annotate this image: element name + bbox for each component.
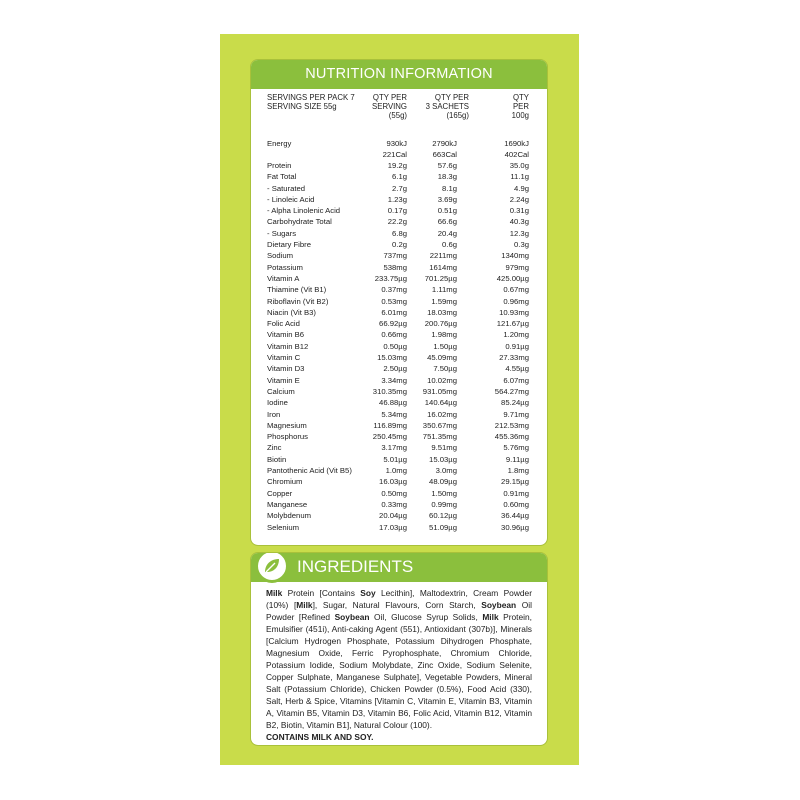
- value-per-100g: 1.20mg: [503, 330, 529, 340]
- nutrient-row: [267, 329, 529, 340]
- value-per-100g: 979mg: [505, 262, 529, 272]
- allergen-word: Milk: [482, 612, 499, 622]
- nutrient-row: [267, 454, 529, 465]
- nutrient-row: [267, 183, 529, 194]
- ingredients-panel: [250, 552, 548, 746]
- nutrient-row-energy: [267, 138, 529, 160]
- nutrient-label: Folic Acid: [267, 319, 300, 329]
- nutrient-row: [267, 341, 529, 352]
- nutrient-table: [267, 138, 529, 533]
- allergen-word: Milk: [296, 600, 313, 610]
- ingredients-list: [266, 588, 532, 730]
- nutrient-row: [267, 476, 529, 487]
- nutrient-row: [267, 499, 529, 510]
- nutrient-row: [267, 375, 529, 386]
- value-per-serving: 538mg: [383, 262, 407, 272]
- energy-kj-serving: 930kJ: [386, 139, 407, 148]
- value-per-serving: 310.35mg: [372, 386, 407, 396]
- nutrient-label: Biotin: [267, 454, 287, 464]
- nutrient-label: Pantothenic Acid (Vit B5): [267, 466, 352, 476]
- ingredient-text: Oil Powder [Refined: [266, 600, 533, 622]
- value-per-3-sachets: 9.51mg: [431, 443, 457, 453]
- value-per-100g: 425.00µg: [496, 273, 529, 283]
- value-per-3-sachets: 48.09µg: [429, 477, 457, 487]
- value-per-3-sachets: 701.25µg: [424, 273, 457, 283]
- package-panel: [220, 34, 579, 765]
- col3-line2: PER: [512, 102, 529, 112]
- nutrient-row: [267, 284, 529, 295]
- value-per-serving: 20.04µg: [379, 511, 407, 521]
- allergen-word: Soybean: [334, 612, 370, 622]
- nutrient-row: [267, 262, 529, 273]
- value-per-serving: 0.2g: [392, 240, 407, 250]
- nutrition-title: NUTRITION INFORMATION: [305, 66, 493, 82]
- value-per-serving: 17.03µg: [379, 522, 407, 532]
- nutrient-row: [267, 465, 529, 476]
- value-per-3-sachets: 8.1g: [442, 183, 457, 193]
- value-per-100g: 4.9g: [514, 183, 529, 193]
- value-per-serving: 22.2g: [387, 217, 407, 227]
- ingredient-text: Lecithin], Maltodextrin, Cream Powder (10%) [: [266, 588, 532, 610]
- value-per-100g: 0.91µg: [505, 341, 529, 351]
- value-per-3-sachets: 10.02mg: [427, 375, 457, 385]
- value-per-3-sachets: 140.64µg: [424, 398, 457, 408]
- ingredient-text: Protein, Emulsifier (451i), Anti-caking Agent (551), Antioxidant (307b)], Minerals [Calcium Hydrogen Phosphate, Potassium Dihydrogen Phosphate, Magnesium Oxide, Ferric Pyrophosphate, Chromium Chloride, Potassium Iodide, Sodium Molybdate, Zinc Oxide, Sodium Selenite, Copper Sulphate, Manganese Sulphate], Vegetable Powders, Mineral Salt (Potassium Chloride), Chicken Powder (0.5%), Food Acid (330), Salt, Herb & Spice, Vitamins [Vitamin C, Vitamin E, Vitamin B3, Vitamin A, Vitamin B5, Vitamin D3, Vitamin B6, Folic Acid, Vitamin B12, Vitamin B2, Biotin, Vitamin B1], Natural Colour (100).: [266, 612, 532, 730]
- value-per-100g: 11.1g: [510, 172, 529, 182]
- value-per-100g: 85.24µg: [501, 398, 529, 408]
- nutrient-label: Selenium: [267, 522, 300, 532]
- allergen-word: Soybean: [481, 600, 517, 610]
- ingredients-header: [251, 553, 547, 582]
- nutrient-label: Chromium: [267, 477, 303, 487]
- value-per-3-sachets: 1.98mg: [431, 330, 457, 340]
- col2-line3: (165g): [446, 111, 469, 121]
- nutrient-row: [267, 318, 529, 329]
- nutrient-label: Phosphorus: [267, 432, 309, 442]
- col3-line1: QTY: [512, 93, 529, 102]
- value-per-100g: 5.76mg: [503, 443, 529, 453]
- value-per-3-sachets: 751.35mg: [422, 432, 457, 442]
- value-per-3-sachets: 66.6g: [437, 217, 457, 227]
- nutrient-row: [267, 216, 529, 227]
- nutrient-label: Fat Total: [267, 172, 297, 182]
- nutrient-row: [267, 420, 529, 431]
- value-per-3-sachets: 931.05mg: [422, 386, 457, 396]
- energy-kj-sachets: 2790kJ: [432, 139, 457, 148]
- value-per-serving: 1.23g: [387, 194, 407, 204]
- value-per-serving: 0.33mg: [381, 499, 407, 509]
- value-per-serving: 2.7g: [392, 183, 407, 193]
- nutrient-label: Molybdenum: [267, 511, 312, 521]
- value-per-100g: 6.07mg: [503, 375, 529, 385]
- nutrient-label: Protein: [267, 161, 292, 170]
- nutrient-row: [267, 352, 529, 363]
- value-per-100g: 12.3g: [509, 228, 529, 238]
- nutrient-row: [267, 273, 529, 284]
- nutrient-label: Iron: [267, 409, 281, 419]
- nutrient-row: [267, 228, 529, 239]
- nutrient-row: [267, 239, 529, 250]
- value-per-serving: 0.66mg: [381, 330, 407, 340]
- value-per-3-sachets: 3.69g: [437, 194, 457, 204]
- col1-line2: SERVING: [372, 102, 407, 112]
- value-per-100g: 0.67mg: [503, 285, 529, 295]
- value-per-3-sachets: 57.6g: [437, 161, 457, 170]
- value-per-100g: 212.53mg: [494, 420, 529, 430]
- value-per-3-sachets: 0.51g: [437, 206, 457, 216]
- value-per-100g: 0.60mg: [503, 499, 529, 509]
- energy-cal-serving: 221Cal: [382, 150, 407, 159]
- nutrient-row: [267, 296, 529, 307]
- value-per-100g: 2.24g: [509, 194, 529, 204]
- nutrient-row: [267, 397, 529, 408]
- nutrient-row: [267, 194, 529, 205]
- value-per-100g: 40.3g: [509, 217, 529, 227]
- column-header-per-3-sachets: [417, 93, 469, 121]
- nutrient-label: Calcium: [267, 386, 295, 396]
- nutrient-label: - Linoleic Acid: [267, 194, 315, 204]
- nutrient-label: - Alpha Linolenic Acid: [267, 206, 341, 216]
- nutrient-row: [267, 488, 529, 499]
- value-per-100g: 121.67µg: [496, 319, 529, 329]
- value-per-100g: 35.0g: [509, 161, 529, 170]
- col1-line3: (55g): [388, 111, 407, 121]
- nutrient-row: [267, 386, 529, 397]
- value-per-3-sachets: 16.02mg: [427, 409, 457, 419]
- ingredient-text: ], Sugar, Natural Flavours, Corn Starch,: [312, 600, 482, 610]
- value-per-3-sachets: 2211mg: [429, 251, 457, 261]
- value-per-3-sachets: 1614mg: [429, 262, 457, 272]
- value-per-serving: 233.75µg: [374, 273, 407, 283]
- energy-cal-sachets: 663Cal: [432, 150, 457, 159]
- value-per-100g: 1340mg: [501, 251, 529, 261]
- value-per-3-sachets: 1.50mg: [431, 488, 457, 498]
- value-per-3-sachets: 60.12µg: [429, 511, 457, 521]
- nutrient-label: Thiamine (Vit B1): [267, 285, 327, 295]
- value-per-3-sachets: 1.11mg: [431, 285, 457, 295]
- value-per-serving: 0.17g: [387, 206, 407, 216]
- nutrient-row: [267, 160, 529, 171]
- col1-line1: QTY PER: [372, 93, 407, 102]
- value-per-100g: 4.55µg: [505, 364, 529, 374]
- value-per-3-sachets: 0.99mg: [431, 499, 457, 509]
- value-per-100g: 29.15µg: [501, 477, 529, 487]
- value-per-serving: 0.53mg: [381, 296, 407, 306]
- value-per-3-sachets: 18.3g: [437, 172, 457, 182]
- nutrition-panel: [250, 59, 548, 546]
- value-per-serving: 1.0mg: [385, 466, 407, 476]
- nutrient-label: Riboflavin (Vit B2): [267, 296, 329, 306]
- nutrient-row: [267, 522, 529, 533]
- value-per-3-sachets: 51.09µg: [429, 522, 457, 532]
- nutrient-label: Niacin (Vit B3): [267, 307, 316, 317]
- ingredient-text: Oil, Glucose Syrup Solids,: [369, 612, 483, 622]
- nutrient-label: Vitamin B6: [267, 330, 305, 340]
- value-per-100g: 27.33mg: [499, 353, 529, 363]
- value-per-serving: 6.8g: [392, 228, 407, 238]
- nutrient-row: [267, 250, 529, 261]
- value-per-3-sachets: 1.59mg: [431, 296, 457, 306]
- value-per-serving: 6.1g: [392, 172, 407, 182]
- nutrient-label: Energy: [267, 139, 292, 148]
- value-per-3-sachets: 20.4g: [437, 228, 457, 238]
- energy-kj-100g: 1690kJ: [504, 139, 529, 148]
- value-per-serving: 16.03µg: [379, 477, 407, 487]
- allergen-word: Milk: [266, 588, 283, 598]
- value-per-3-sachets: 0.6g: [442, 240, 457, 250]
- value-per-serving: 5.01µg: [383, 454, 407, 464]
- servings-per-pack: SERVINGS PER PACK 7: [267, 93, 355, 102]
- value-per-100g: 36.44µg: [501, 511, 529, 521]
- nutrient-row: [267, 171, 529, 182]
- value-per-100g: 9.71mg: [503, 409, 529, 419]
- ingredients-text: [266, 587, 532, 743]
- col2-line1: QTY PER: [434, 93, 469, 102]
- value-per-100g: 564.27mg: [494, 386, 529, 396]
- value-per-serving: 0.50µg: [383, 341, 407, 351]
- value-per-100g: 0.3g: [514, 240, 529, 250]
- value-per-100g: 455.36mg: [494, 432, 529, 442]
- nutrition-header: [251, 60, 547, 89]
- value-per-100g: 10.93mg: [499, 307, 529, 317]
- nutrient-row: [267, 205, 529, 216]
- ingredient-text: Protein [Contains: [282, 588, 361, 598]
- value-per-100g: 9.11µg: [505, 454, 529, 464]
- column-header-per-100g: [469, 93, 529, 121]
- nutrient-label: Potassium: [267, 262, 303, 272]
- value-per-3-sachets: 1.50µg: [433, 341, 457, 351]
- nutrient-label: Vitamin C: [267, 353, 301, 363]
- nutrient-row: [267, 442, 529, 453]
- value-per-100g: 0.91mg: [503, 488, 529, 498]
- serving-size: SERVING SIZE 55g: [267, 102, 337, 112]
- value-per-serving: 250.45mg: [372, 432, 407, 442]
- nutrient-label: Dietary Fibre: [267, 240, 312, 250]
- nutrient-label: Magnesium: [267, 420, 307, 430]
- nutrient-label: - Saturated: [267, 183, 306, 193]
- value-per-serving: 19.2g: [387, 161, 407, 170]
- value-per-serving: 0.50mg: [381, 488, 407, 498]
- nutrient-label: Vitamin D3: [267, 364, 305, 374]
- value-per-serving: 0.37mg: [381, 285, 407, 295]
- nutrient-label: Vitamin A: [267, 273, 300, 283]
- value-per-3-sachets: 3.0mg: [435, 466, 457, 476]
- leaf-icon: [255, 552, 289, 583]
- nutrient-row: [267, 363, 529, 374]
- nutrient-label: Sodium: [267, 251, 294, 261]
- value-per-100g: 0.96mg: [503, 296, 529, 306]
- value-per-serving: 6.01mg: [381, 307, 407, 317]
- nutrient-row: [267, 431, 529, 442]
- value-per-serving: 46.88µg: [379, 398, 407, 408]
- value-per-100g: 0.31g: [509, 206, 529, 216]
- nutrient-label: Manganese: [267, 499, 308, 509]
- allergen-statement: CONTAINS MILK AND SOY.: [266, 732, 374, 742]
- nutrient-label: - Sugars: [267, 228, 297, 238]
- energy-cal-100g: 402Cal: [504, 150, 529, 159]
- nutrient-row: [267, 409, 529, 420]
- value-per-100g: 30.96µg: [501, 522, 529, 532]
- value-per-100g: 1.8mg: [507, 466, 529, 476]
- nutrient-row: [267, 307, 529, 318]
- nutrient-label: Copper: [267, 488, 293, 498]
- value-per-serving: 3.17mg: [381, 443, 407, 453]
- value-per-3-sachets: 15.03µg: [429, 454, 457, 464]
- value-per-3-sachets: 350.67mg: [422, 420, 457, 430]
- nutrient-label: Carbohydrate Total: [267, 217, 332, 227]
- value-per-serving: 116.89mg: [373, 420, 407, 430]
- nutrient-label: Vitamin B12: [267, 341, 309, 351]
- col2-line2: 3 SACHETS: [425, 102, 469, 112]
- value-per-serving: 66.92µg: [379, 319, 407, 329]
- value-per-serving: 2.50µg: [383, 364, 407, 374]
- col3-line3: 100g: [511, 111, 529, 121]
- value-per-3-sachets: 7.50µg: [433, 364, 457, 374]
- value-per-serving: 5.34mg: [381, 409, 407, 419]
- nutrient-row: [267, 510, 529, 521]
- value-per-serving: 737mg: [383, 251, 407, 261]
- nutrient-label: Vitamin E: [267, 375, 300, 385]
- value-per-3-sachets: 200.76µg: [424, 319, 457, 329]
- column-header-per-serving: [357, 93, 407, 121]
- value-per-serving: 3.34mg: [381, 375, 407, 385]
- allergen-word: Soy: [360, 588, 376, 598]
- nutrient-label: Zinc: [267, 443, 282, 453]
- value-per-3-sachets: 18.03mg: [427, 307, 457, 317]
- ingredients-title: INGREDIENTS: [297, 557, 414, 576]
- value-per-3-sachets: 45.09mg: [427, 353, 457, 363]
- nutrient-label: Iodine: [267, 398, 288, 408]
- value-per-serving: 15.03mg: [377, 353, 407, 363]
